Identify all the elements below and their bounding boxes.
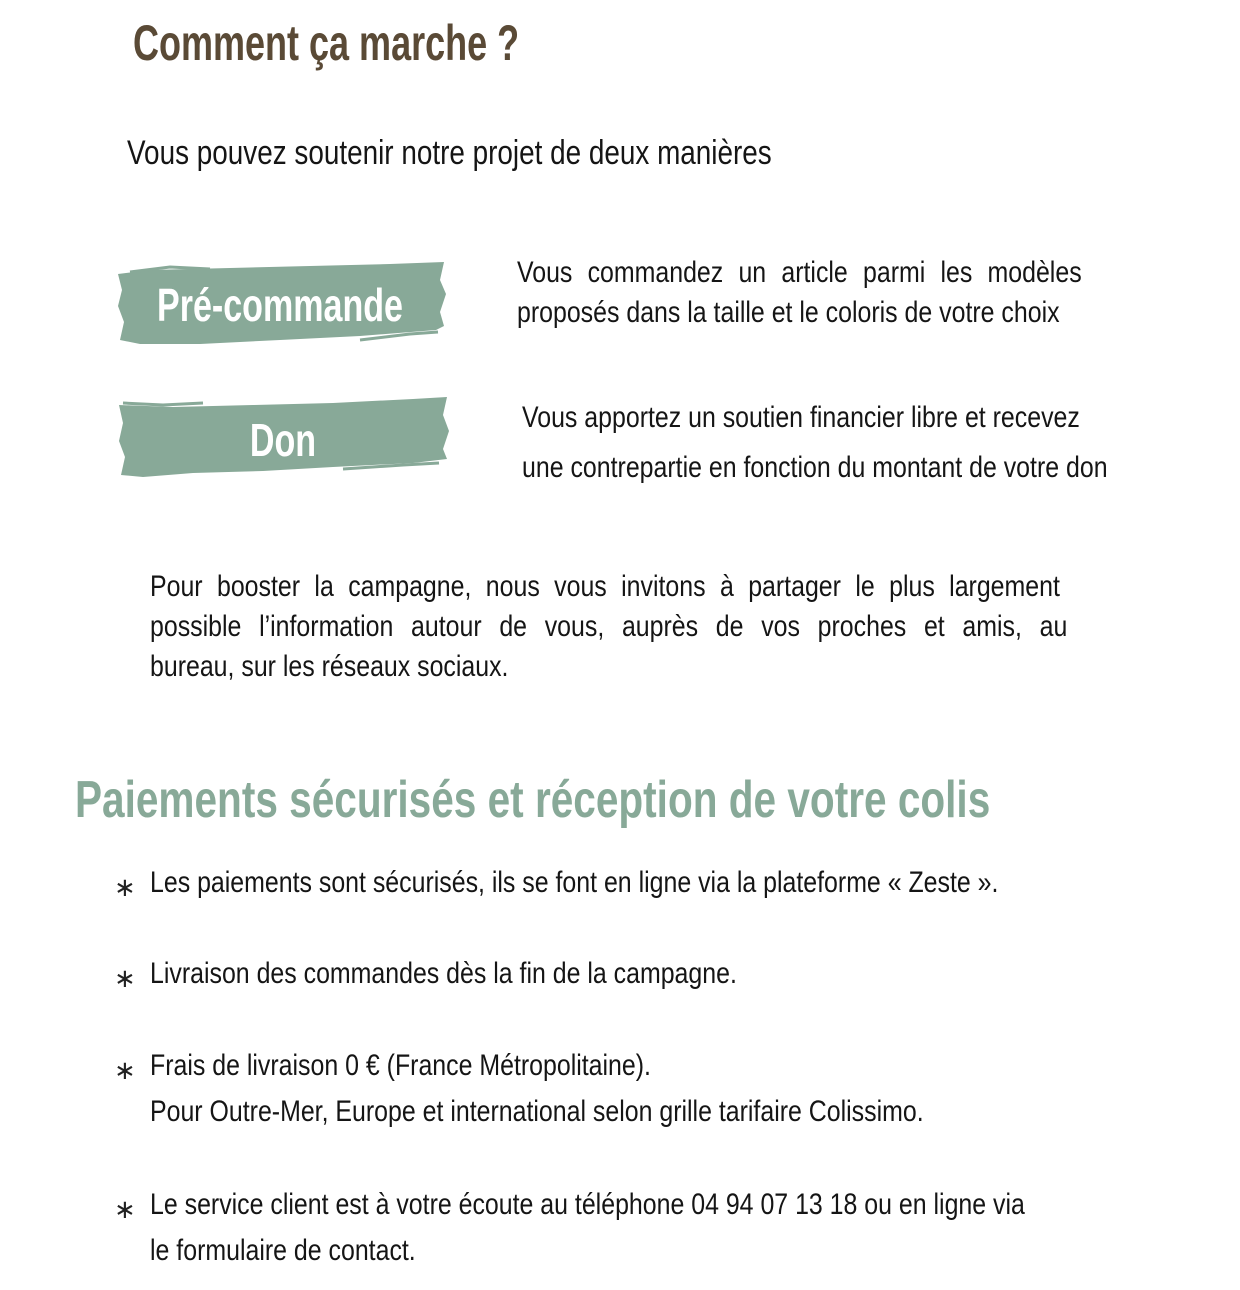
asterisk-bullet-icon: ∗	[114, 1194, 136, 1224]
intro-text: Vous pouvez soutenir notre projet de deux manières	[127, 134, 772, 172]
share-paragraph-line: Pour booster la campagne, nous vous invitons à partager le plus largement	[150, 570, 1060, 603]
don-badge-label: Don	[249, 414, 317, 466]
don-badge	[113, 393, 453, 483]
share-paragraph-line: possible l’information autour de vous, auprès de vos proches et amis, au	[150, 610, 1068, 643]
customer-service-bullet-text: le formulaire de contact.	[150, 1234, 416, 1267]
precommande-description-line: Vous commandez un article parmi les modèles	[517, 256, 1082, 289]
shipping-bullet-text: Pour Outre-Mer, Europe et international selon grille tarifaire Colissimo.	[150, 1095, 924, 1128]
asterisk-bullet-icon: ∗	[114, 872, 136, 902]
share-paragraph-line: bureau, sur les réseaux sociaux.	[150, 650, 509, 683]
precommande-badge	[110, 260, 450, 350]
payment-bullet-text: Les paiements sont sécurisés, ils se font en ligne via la plateforme « Zeste ».	[150, 866, 999, 899]
asterisk-bullet-icon: ∗	[114, 963, 136, 993]
shipping-bullet-text: Frais de livraison 0 € (France Métropolitaine).	[150, 1049, 651, 1082]
precommande-description-line: proposés dans la taille et le coloris de votre choix	[517, 296, 1060, 329]
asterisk-bullet-icon: ∗	[114, 1055, 136, 1085]
page-title: Comment ça marche ?	[133, 15, 520, 71]
customer-service-bullet-text: Le service client est à votre écoute au téléphone 04 94 07 13 18 ou en ligne via	[150, 1188, 1025, 1221]
precommande-badge-label: Pré-commande	[157, 279, 403, 331]
delivery-bullet-text: Livraison des commandes dès la fin de la campagne.	[150, 957, 737, 990]
payment-section-title: Paiements sécurisés et réception de votre colis	[75, 771, 991, 829]
don-description-line: Vous apportez un soutien financier libre et recevez	[522, 401, 1080, 434]
don-description-line: une contrepartie en fonction du montant de votre don	[522, 451, 1108, 484]
